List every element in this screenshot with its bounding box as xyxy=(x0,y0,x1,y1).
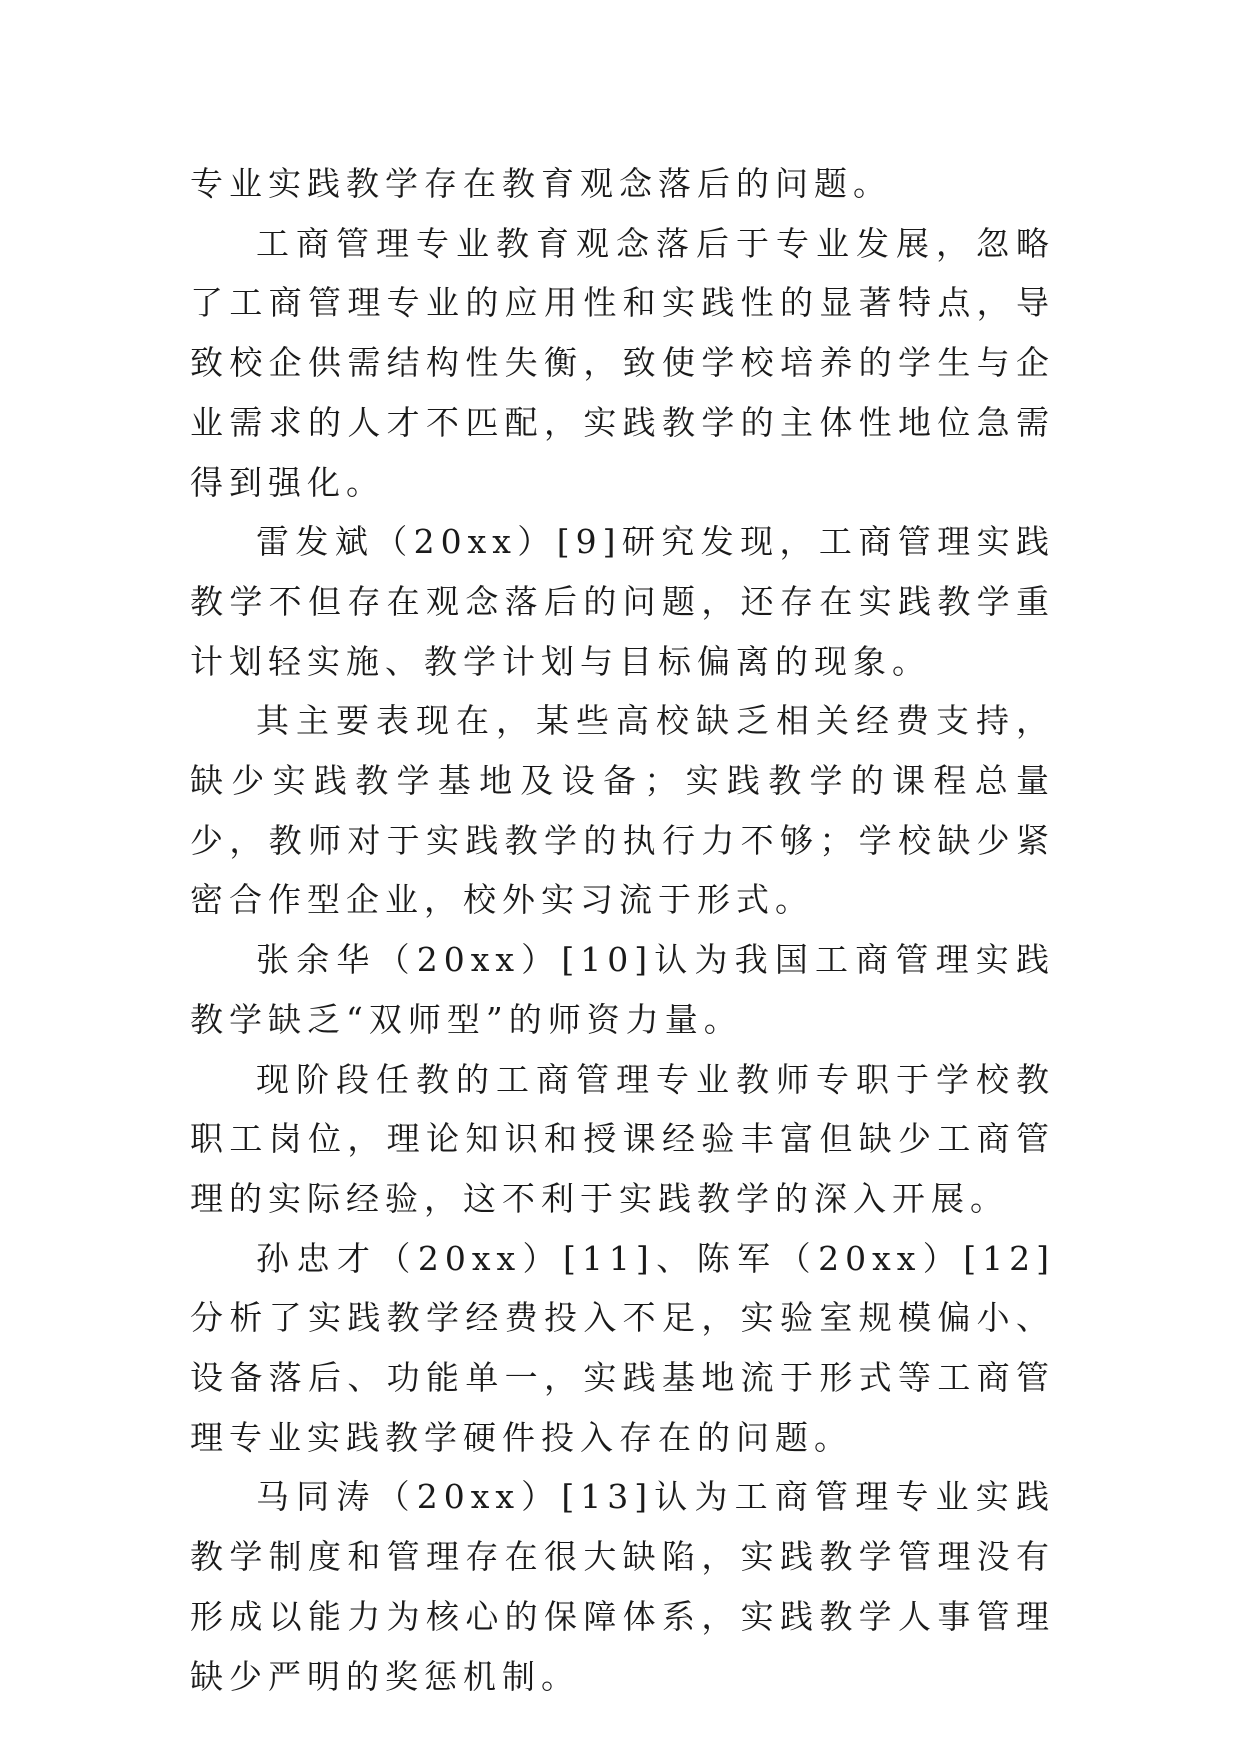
paragraph: 工商管理专业教育观念落后于专业发展，忽略了工商管理专业的应用性和实践性的显著特点，导致校企供需结构性失衡，致使学校培养的学生与企业需求的人才不匹配，实践教学的主体性地位急需得到强化。 xyxy=(190,223,1055,502)
paragraph: 张余华（20xx）[10]认为我国工商管理实践教学缺乏“双师型”的师资力量。 xyxy=(190,940,1055,1039)
document-body xyxy=(190,154,1055,1706)
paragraph: 雷发斌（20xx）[9]研究发现，工商管理实践教学不但存在观念落后的问题，还存在实践教学重计划轻实施、教学计划与目标偏离的现象。 xyxy=(190,522,1055,681)
paragraph: 现阶段任教的工商管理专业教师专职于学校教职工岗位，理论知识和授课经验丰富但缺少工商管理的实际经验，这不利于实践教学的深入开展。 xyxy=(190,1059,1055,1218)
paragraph: 其主要表现在，某些高校缺乏相关经费支持，缺少实践教学基地及设备；实践教学的课程总量少，教师对于实践教学的执行力不够；学校缺少紧密合作型企业，校外实习流于形式。 xyxy=(190,701,1055,920)
paragraph: 孙忠才（20xx）[11]、陈军（20xx）[12]分析了实践教学经费投入不足，实验室规模偏小、设备落后、功能单一，实践基地流于形式等工商管理专业实践教学硬件投入存在的问题。 xyxy=(190,1238,1055,1457)
paragraph-continued: 专业实践教学存在教育观念落后的问题。 xyxy=(190,164,892,203)
paragraph: 马同涛（20xx）[13]认为工商管理专业实践教学制度和管理存在很大缺陷，实践教学管理没有形成以能力为核心的保障体系，实践教学人事管理缺少严明的奖惩机制。 xyxy=(190,1477,1055,1696)
